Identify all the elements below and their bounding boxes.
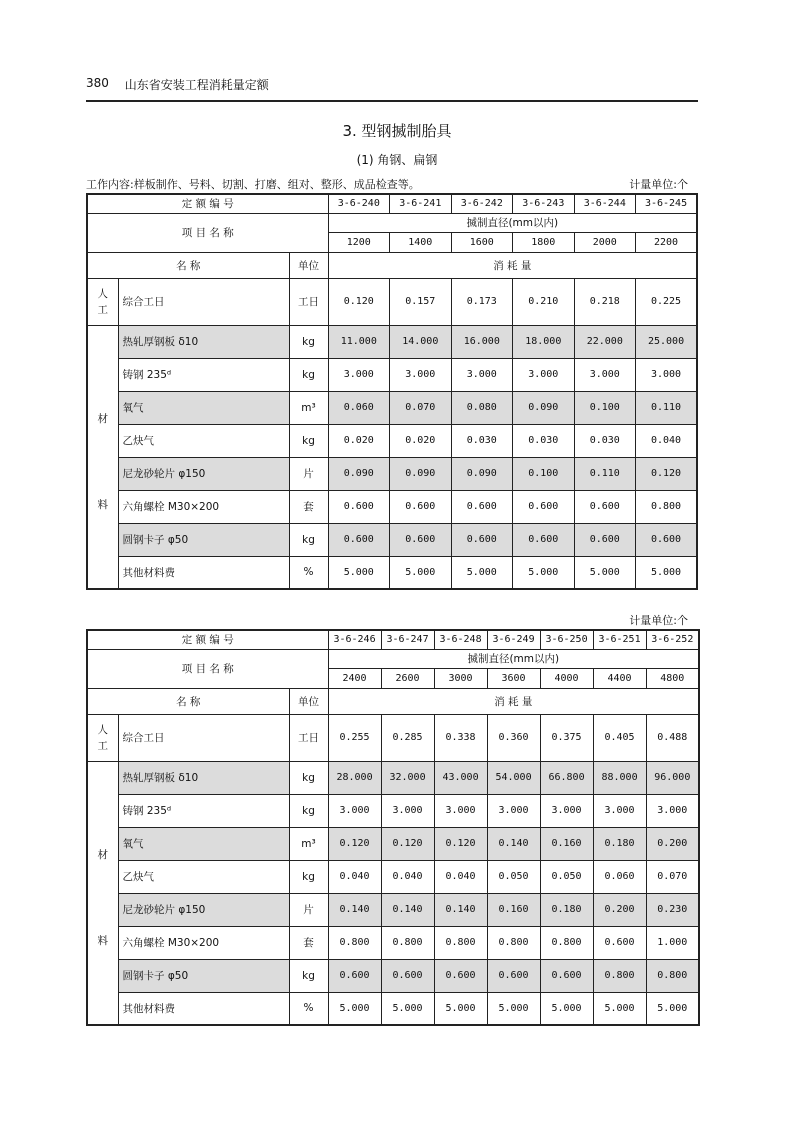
- quota-code: 3-6-242: [451, 194, 513, 213]
- material-value: 0.020: [328, 424, 390, 457]
- material-value: 0.090: [390, 457, 452, 490]
- material-value: 0.140: [381, 893, 434, 926]
- consumption-header: 消 耗 量: [328, 688, 699, 714]
- labor-value: 0.173: [451, 278, 513, 325]
- consumption-header: 消 耗 量: [328, 252, 697, 278]
- material-name: 其他材料费: [118, 556, 289, 589]
- material-row: [87, 358, 697, 391]
- quota-number-row: [87, 194, 697, 213]
- quota-code: 3-6-241: [390, 194, 452, 213]
- material-name: 热轧厚钢板 δ10: [118, 761, 289, 794]
- quota-code: 3-6-245: [636, 194, 698, 213]
- material-value: 0.600: [636, 523, 698, 556]
- material-value: 0.600: [328, 523, 390, 556]
- column-header-row: [87, 688, 699, 714]
- labor-value: 0.285: [381, 714, 434, 761]
- material-unit: kg: [289, 860, 328, 893]
- material-value: 5.000: [540, 992, 593, 1025]
- material-value: 0.600: [451, 523, 513, 556]
- diameter-value: 1800: [513, 232, 575, 252]
- diameter-value: 2200: [636, 232, 698, 252]
- material-row: [87, 893, 699, 926]
- material-value: 88.000: [593, 761, 646, 794]
- material-name: 尼龙砂轮片 φ150: [118, 457, 289, 490]
- item-name-row: [87, 649, 699, 668]
- material-row: [87, 490, 697, 523]
- labor-category-char: 工: [97, 739, 108, 752]
- material-value: 3.000: [381, 794, 434, 827]
- material-row: [87, 523, 697, 556]
- material-value: 3.000: [487, 794, 540, 827]
- material-value: 3.000: [540, 794, 593, 827]
- material-value: 66.800: [540, 761, 593, 794]
- labor-value: 0.255: [328, 714, 381, 761]
- material-value: 0.200: [646, 827, 699, 860]
- material-unit: 片: [289, 893, 328, 926]
- material-value: 96.000: [646, 761, 699, 794]
- material-value: 22.000: [574, 325, 636, 358]
- labor-unit: 工日: [289, 714, 328, 761]
- material-value: 0.040: [328, 860, 381, 893]
- material-unit: 套: [289, 926, 328, 959]
- material-value: 0.600: [574, 490, 636, 523]
- material-name: 氧气: [118, 827, 289, 860]
- labor-value: 0.338: [434, 714, 487, 761]
- labor-value: 0.360: [487, 714, 540, 761]
- unit-header: 单位: [289, 252, 328, 278]
- material-value: 0.800: [381, 926, 434, 959]
- material-row: [87, 992, 699, 1025]
- material-value: 3.000: [574, 358, 636, 391]
- diameter-value: 4800: [646, 668, 699, 688]
- item-name-label: 项 目 名 称: [87, 649, 328, 688]
- labor-category: [87, 714, 118, 761]
- material-value: 0.800: [540, 926, 593, 959]
- material-row: [87, 761, 699, 794]
- diameter-value: 2600: [381, 668, 434, 688]
- material-value: 0.030: [451, 424, 513, 457]
- quota-code: 3-6-240: [328, 194, 390, 213]
- material-value: 3.000: [646, 794, 699, 827]
- material-value: 5.000: [636, 556, 698, 589]
- material-value: 11.000: [328, 325, 390, 358]
- quota-number-label: 定 额 编 号: [87, 194, 328, 213]
- name-header: 名 称: [87, 688, 289, 714]
- material-value: 0.070: [646, 860, 699, 893]
- material-row: [87, 457, 697, 490]
- material-value: 0.800: [593, 959, 646, 992]
- material-value: 0.120: [636, 457, 698, 490]
- material-value: 25.000: [636, 325, 698, 358]
- diameter-header: 搣制直径(mm以内): [328, 649, 699, 668]
- material-value: 0.080: [451, 391, 513, 424]
- quota-number-row: [87, 630, 699, 649]
- material-value: 0.090: [513, 391, 575, 424]
- quota-code: 3-6-250: [540, 630, 593, 649]
- material-value: 0.060: [593, 860, 646, 893]
- material-category: [87, 761, 118, 1025]
- material-value: 0.110: [636, 391, 698, 424]
- diameter-value: 2000: [574, 232, 636, 252]
- diameter-value: 1200: [328, 232, 390, 252]
- diameter-value: 4400: [593, 668, 646, 688]
- quota-table-1: [86, 193, 698, 590]
- material-value: 5.000: [487, 992, 540, 1025]
- diameter-value: 2400: [328, 668, 381, 688]
- material-value: 3.000: [390, 358, 452, 391]
- material-value: 0.120: [434, 827, 487, 860]
- material-value: 0.600: [434, 959, 487, 992]
- quota-code: 3-6-246: [328, 630, 381, 649]
- material-name: 其他材料费: [118, 992, 289, 1025]
- labor-row: [87, 714, 699, 761]
- material-unit: kg: [289, 358, 328, 391]
- labor-value: 0.120: [328, 278, 390, 325]
- material-value: 28.000: [328, 761, 381, 794]
- material-value: 0.200: [593, 893, 646, 926]
- unit-header: 单位: [289, 688, 328, 714]
- quota-code: 3-6-243: [513, 194, 575, 213]
- material-name: 六角螺栓 M30×200: [118, 926, 289, 959]
- material-unit: kg: [289, 959, 328, 992]
- material-value: 0.140: [487, 827, 540, 860]
- material-unit: m³: [289, 827, 328, 860]
- material-value: 0.600: [328, 490, 390, 523]
- column-header-row: [87, 252, 697, 278]
- material-category-char: 料: [97, 934, 108, 947]
- material-unit: kg: [289, 424, 328, 457]
- material-value: 14.000: [390, 325, 452, 358]
- page-header: [86, 76, 698, 102]
- material-value: 1.000: [646, 926, 699, 959]
- labor-unit: 工日: [289, 278, 328, 325]
- labor-name: 综合工日: [118, 278, 289, 325]
- material-value: 0.800: [434, 926, 487, 959]
- material-value: 3.000: [636, 358, 698, 391]
- book-title: 山东省安装工程消耗量定额: [124, 78, 269, 92]
- labor-value: 0.405: [593, 714, 646, 761]
- quota-code: 3-6-249: [487, 630, 540, 649]
- material-value: 0.140: [328, 893, 381, 926]
- material-value: 0.800: [328, 926, 381, 959]
- material-value: 0.070: [390, 391, 452, 424]
- material-value: 0.060: [328, 391, 390, 424]
- labor-value: 0.375: [540, 714, 593, 761]
- material-value: 0.800: [646, 959, 699, 992]
- material-category-char: 料: [97, 498, 108, 511]
- material-value: 54.000: [487, 761, 540, 794]
- material-value: 3.000: [434, 794, 487, 827]
- material-value: 43.000: [434, 761, 487, 794]
- material-value: 0.800: [487, 926, 540, 959]
- quota-table-2: [86, 629, 700, 1026]
- labor-category-char: 人: [97, 723, 108, 736]
- material-value: 0.600: [487, 959, 540, 992]
- quota-code: 3-6-251: [593, 630, 646, 649]
- name-header: 名 称: [87, 252, 289, 278]
- material-value: 3.000: [328, 794, 381, 827]
- diameter-value: 1400: [390, 232, 452, 252]
- material-category: [87, 325, 118, 589]
- material-row: [87, 325, 697, 358]
- material-row: [87, 391, 697, 424]
- material-value: 5.000: [381, 992, 434, 1025]
- page-number: 380: [86, 76, 109, 90]
- material-row: [87, 926, 699, 959]
- material-value: 0.050: [540, 860, 593, 893]
- material-value: 0.050: [487, 860, 540, 893]
- material-name: 六角螺栓 M30×200: [118, 490, 289, 523]
- quota-number-label: 定 额 编 号: [87, 630, 328, 649]
- material-value: 0.180: [593, 827, 646, 860]
- material-value: 18.000: [513, 325, 575, 358]
- material-name: 热轧厚钢板 δ10: [118, 325, 289, 358]
- material-value: 0.120: [328, 827, 381, 860]
- diameter-header: 搣制直径(mm以内): [328, 213, 697, 232]
- material-value: 0.030: [513, 424, 575, 457]
- material-value: 5.000: [328, 992, 381, 1025]
- labor-category: [87, 278, 118, 325]
- quota-code: 3-6-252: [646, 630, 699, 649]
- material-unit: %: [289, 556, 328, 589]
- material-value: 0.040: [434, 860, 487, 893]
- material-value: 0.230: [646, 893, 699, 926]
- labor-value: 0.157: [390, 278, 452, 325]
- material-value: 0.600: [593, 926, 646, 959]
- material-row: [87, 959, 699, 992]
- material-row: [87, 794, 699, 827]
- material-value: 0.100: [513, 457, 575, 490]
- material-value: 0.600: [390, 490, 452, 523]
- material-value: 0.160: [540, 827, 593, 860]
- material-unit: 套: [289, 490, 328, 523]
- material-value: 5.000: [593, 992, 646, 1025]
- material-name: 铸钢 235ᵈ: [118, 794, 289, 827]
- material-value: 3.000: [593, 794, 646, 827]
- material-value: 5.000: [574, 556, 636, 589]
- material-value: 5.000: [513, 556, 575, 589]
- material-row: [87, 424, 697, 457]
- material-value: 0.600: [328, 959, 381, 992]
- material-value: 5.000: [328, 556, 390, 589]
- labor-value: 0.210: [513, 278, 575, 325]
- material-value: 0.600: [540, 959, 593, 992]
- material-value: 0.600: [381, 959, 434, 992]
- material-row: [87, 556, 697, 589]
- material-name: 铸钢 235ᵈ: [118, 358, 289, 391]
- section-title: 3. 型钢搣制胎具: [342, 122, 452, 140]
- material-unit: kg: [289, 794, 328, 827]
- diameter-value: 3000: [434, 668, 487, 688]
- material-value: 0.600: [574, 523, 636, 556]
- material-unit: kg: [289, 325, 328, 358]
- material-name: 乙炔气: [118, 860, 289, 893]
- unit-note-2: 计量单位:个: [629, 614, 688, 627]
- labor-value: 0.218: [574, 278, 636, 325]
- labor-category-char: 工: [97, 303, 108, 316]
- item-name-row: [87, 213, 697, 232]
- labor-name: 综合工日: [118, 714, 289, 761]
- material-value: 0.090: [328, 457, 390, 490]
- diameter-value: 3600: [487, 668, 540, 688]
- material-unit: 片: [289, 457, 328, 490]
- material-value: 0.800: [636, 490, 698, 523]
- material-value: 0.100: [574, 391, 636, 424]
- material-value: 0.120: [381, 827, 434, 860]
- material-row: [87, 860, 699, 893]
- material-value: 32.000: [381, 761, 434, 794]
- material-value: 3.000: [328, 358, 390, 391]
- material-unit: %: [289, 992, 328, 1025]
- item-name-label: 项 目 名 称: [87, 213, 328, 252]
- material-value: 0.020: [390, 424, 452, 457]
- material-value: 0.040: [381, 860, 434, 893]
- material-value: 5.000: [646, 992, 699, 1025]
- material-value: 16.000: [451, 325, 513, 358]
- work-content-line: [86, 176, 698, 192]
- material-value: 0.600: [390, 523, 452, 556]
- material-value: 0.030: [574, 424, 636, 457]
- labor-category-char: 人: [97, 287, 108, 300]
- material-value: 0.600: [513, 523, 575, 556]
- material-value: 0.600: [513, 490, 575, 523]
- material-name: 尼龙砂轮片 φ150: [118, 893, 289, 926]
- material-category-char: 材: [97, 848, 108, 861]
- material-name: 氧气: [118, 391, 289, 424]
- quota-code: 3-6-244: [574, 194, 636, 213]
- labor-value: 0.488: [646, 714, 699, 761]
- material-value: 0.140: [434, 893, 487, 926]
- subsection-title: (1) 角钢、扁钢: [356, 153, 438, 167]
- material-name: 圆钢卡子 φ50: [118, 959, 289, 992]
- unit-note-1: 计量单位:个: [629, 178, 688, 191]
- material-name: 乙炔气: [118, 424, 289, 457]
- material-value: 0.110: [574, 457, 636, 490]
- material-value: 0.600: [451, 490, 513, 523]
- material-value: 5.000: [434, 992, 487, 1025]
- diameter-value: 4000: [540, 668, 593, 688]
- material-unit: kg: [289, 523, 328, 556]
- material-value: 5.000: [451, 556, 513, 589]
- material-value: 0.090: [451, 457, 513, 490]
- material-row: [87, 827, 699, 860]
- material-value: 0.160: [487, 893, 540, 926]
- quota-code: 3-6-247: [381, 630, 434, 649]
- work-content: 工作内容:样板制作、号料、切割、打磨、组对、整形、成品检查等。: [86, 178, 420, 191]
- material-unit: kg: [289, 761, 328, 794]
- material-name: 圆钢卡子 φ50: [118, 523, 289, 556]
- labor-row: [87, 278, 697, 325]
- material-value: 5.000: [390, 556, 452, 589]
- material-category-char: 材: [97, 412, 108, 425]
- material-value: 3.000: [513, 358, 575, 391]
- material-value: 0.180: [540, 893, 593, 926]
- material-value: 0.040: [636, 424, 698, 457]
- labor-value: 0.225: [636, 278, 698, 325]
- quota-code: 3-6-248: [434, 630, 487, 649]
- material-value: 3.000: [451, 358, 513, 391]
- diameter-value: 1600: [451, 232, 513, 252]
- material-unit: m³: [289, 391, 328, 424]
